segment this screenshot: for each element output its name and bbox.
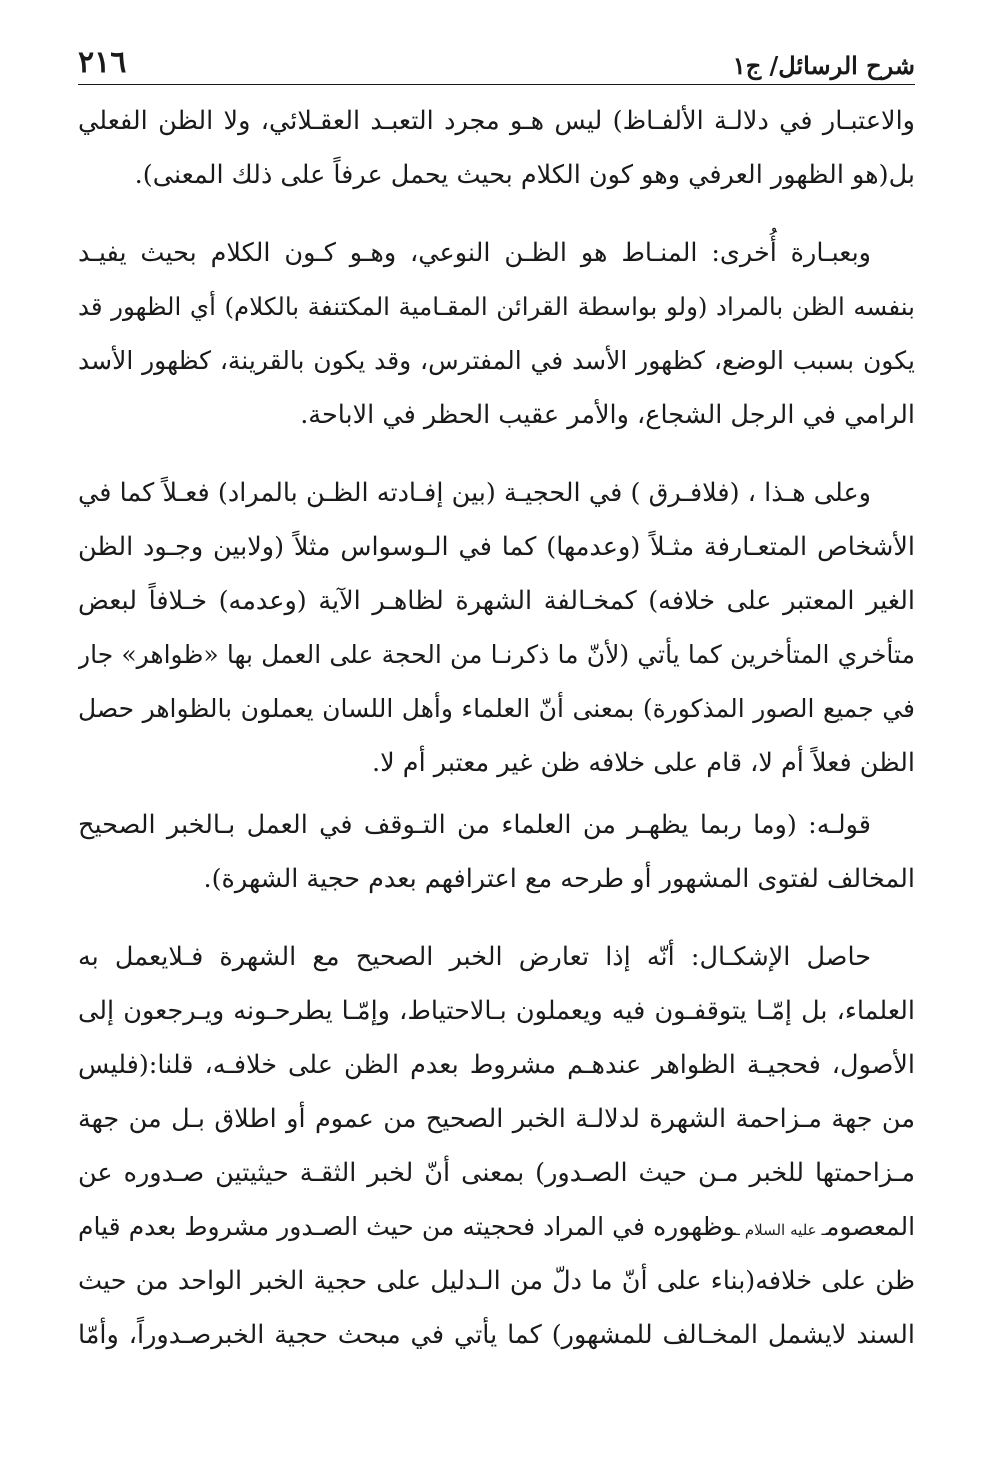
paragraph-3 [78, 466, 915, 790]
text-line: قولـه: (وما ربما يظهـر من العلماء من التـوقف في العمل بـالخبر الصحيح [78, 810, 871, 840]
text-line: يكون بسبب الوضع، كظهور الأسد في المفترس، وقد يكون بالقرينة، كظهور الأسد [78, 346, 915, 375]
text-line: من جهة مـزاحمة الشهرة لدلالـة الخبر الصحيح من عموم أو اطلاق بـل من جهة [78, 1104, 915, 1134]
running-title: شرح الرسائل/ ج١ [732, 51, 915, 80]
text-line: المخالف لفتوى المشهور أو طرحه مع اعترافهم بعدم حجية الشهرة). [203, 864, 915, 894]
text-line: بل(هو الظهور العرفي وهو كون الكلام بحيث يحمل عرفاً على ذلك المعنى). [134, 160, 915, 190]
text-line: السند لايشمل المخـالف للمشهور) كما يأتي في مبحث حجية الخبرصـدوراً، وأمّا [78, 1320, 915, 1350]
text-line: والاعتبـار في دلالـة الألفـاظ) ليس هـو مجرد التعبـد العقـلائي، ولا الظن الفعلي [78, 106, 915, 136]
text-line: حاصل الإشكـال: أنّه إذا تعارض الخبر الصحيح مع الشهرة فـلايعمل به [78, 942, 871, 972]
text-line: العلماء، بل إمّـا يتوقفـون فيه ويعملون بـالاحتياط، وإمّـا يطرحـونه ويـرجعون إلى [78, 996, 915, 1026]
honorific: ـ عليه السلام ـ [735, 1221, 826, 1239]
text-line: الغير المعتبر على خلافه) كمخـالفة الشهرة لظاهـر الآية (وعدمه) خـلافاً لبعض [78, 586, 915, 616]
page-body [78, 94, 915, 1362]
header-divider [78, 84, 915, 85]
paragraph-2 [78, 226, 915, 442]
text-line: وعلى هـذا ، (فلافـرق ) في الحجيـة (بين إفـادته الظـن بالمراد) فعـلاً كما في [78, 478, 871, 508]
text-line: الرامي في الرجل الشجاع، والأمر عقيب الحظر في الاباحة. [300, 400, 915, 430]
paragraph-5 [78, 930, 915, 1362]
text-line-with-honorific [78, 1200, 915, 1254]
text-line: الأشخاص المتعـارفة مثـلاً (وعدمها) كما في الـوسواس مثلاً (ولابين وجـود الظن [78, 532, 915, 562]
page-number: ٢١٦ [78, 45, 127, 80]
text-segment: وظهوره في المراد فحجيته من حيث الصـدور مشروط بعدم قيام [78, 1212, 736, 1241]
text-line: الظن فعلاً أم لا، قام على خلافه ظن غير معتبر أم لا. [372, 748, 915, 778]
text-segment: المعصوم [825, 1212, 915, 1241]
page-header [78, 38, 915, 80]
text-line: بنفسه الظن بالمراد (ولو بواسطة القرائن المقـامية المكتنفة بالكلام) أي الظهور قد [78, 292, 915, 321]
text-line: في جميع الصور المذكورة) بمعنى أنّ العلماء وأهل اللسان يعملون بالظواهر حصل [78, 694, 915, 723]
text-line: وبعبـارة أُخرى: المنـاط هو الظـن النوعي، وهـو كـون الكلام بحيث يفيـد [78, 238, 871, 268]
paragraph-1 [78, 94, 915, 202]
text-line: ظن على خلافه(بناء على أنّ ما دلّ من الـدليل على حجية الخبر الواحد من حيث [78, 1266, 915, 1296]
text-line: الأصول، فحجيـة الظواهر عندهـم مشروط بعدم الظن على خلافـه، قلنا:(فليس [78, 1050, 915, 1080]
paragraph-4 [78, 798, 915, 906]
text-line: مـزاحمتها للخبر مـن حيث الصـدور) بمعنى أنّ لخبر الثقـة حيثيتين صـدوره عن [78, 1158, 915, 1188]
text-line: متأخري المتأخرين كما يأتي (لأنّ ما ذكرنـا من الحجة على العمل بها «ظواهر» جار [78, 640, 915, 669]
